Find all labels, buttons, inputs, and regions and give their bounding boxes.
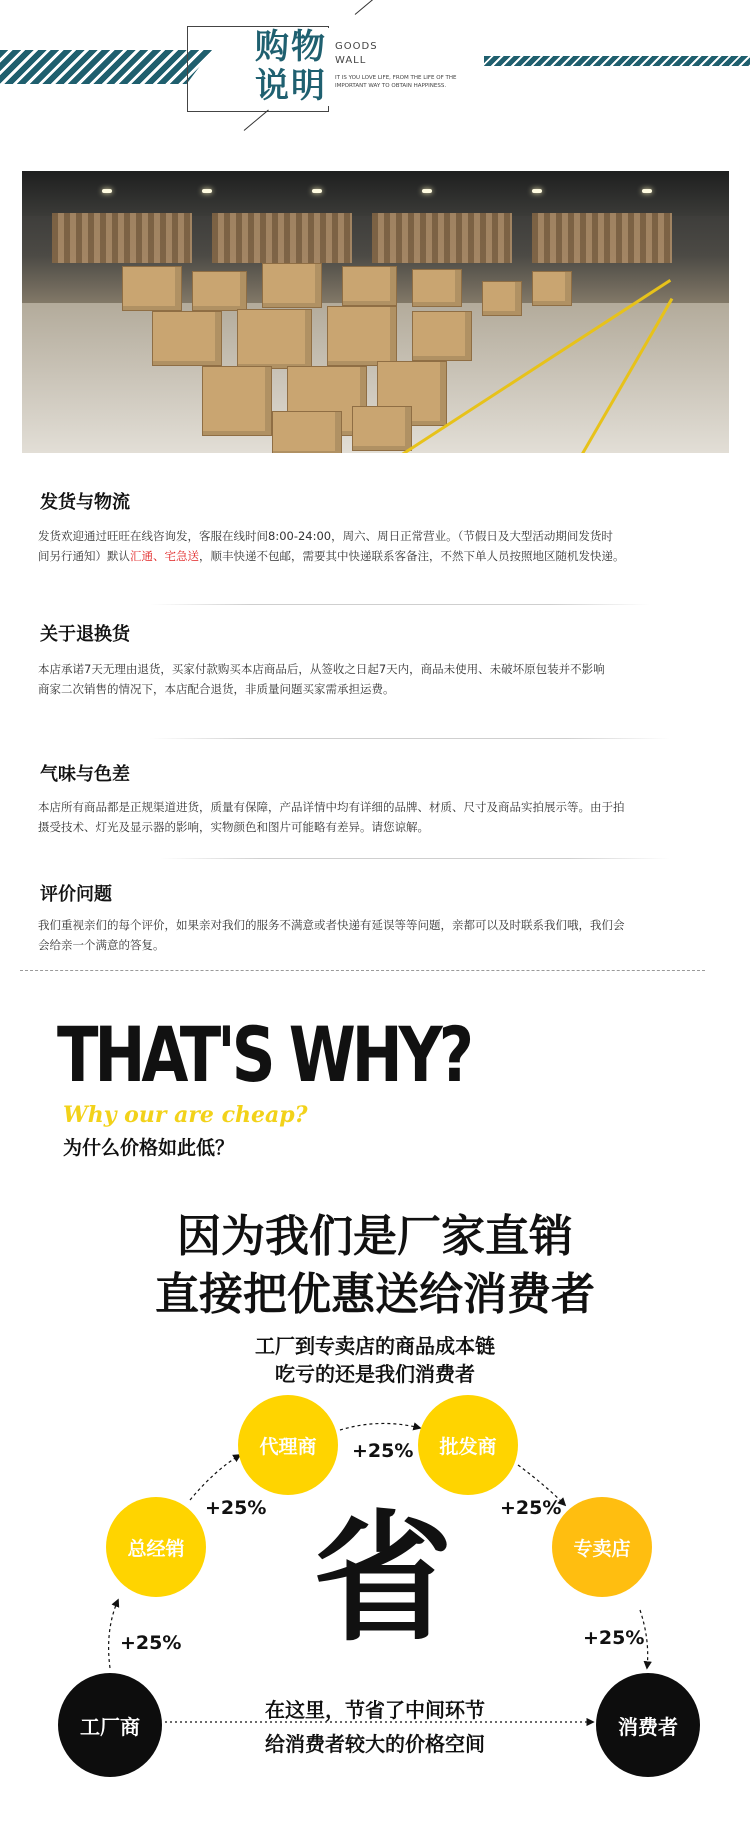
- arrow-agent-to-wholesaler: [340, 1423, 420, 1430]
- node-consumer: 消费者: [596, 1673, 700, 1777]
- title-subtitle-line2: IMPORTANT WAY TO OBTAIN HAPPINESS.: [335, 83, 447, 89]
- reason-sub-1: 工厂到专卖店的商品成本链: [255, 1334, 495, 1358]
- section-title-returns: 关于退换货: [40, 624, 130, 645]
- section-body-color-line2: 摄受技术、灯光及显示器的影响，实物颜色和图片可能略有差异。请您谅解。: [38, 820, 429, 834]
- title-english-line1: GOODS: [335, 41, 378, 52]
- section-title-color: 气味与色差: [40, 764, 130, 785]
- markup-label: +25%: [352, 1440, 414, 1462]
- dotted-divider: [20, 970, 705, 971]
- page-title-line1: 购物: [255, 27, 327, 67]
- section-body-reviews-line1: 我们重视亲们的每个评价，如果亲对我们的服务不满意或者快递有延误等等问题，亲都可以及时联系我们哦，我们会: [38, 918, 625, 932]
- section-body-returns-line1: 本店承诺7天无理由退货，买家付款购买本店商品后，从签收之日起7天内，商品未使用、未破坏原包装并不影响: [38, 662, 605, 676]
- reason-headline-2: 直接把优惠送给消费者: [155, 1269, 595, 1320]
- node-store: 专卖店: [552, 1497, 652, 1597]
- save-character: 省: [313, 1498, 454, 1661]
- node-factory: 工厂商: [58, 1673, 162, 1777]
- warehouse-photo: [22, 171, 729, 453]
- shipping-couriers-highlight: 汇通、宅急送: [130, 549, 199, 563]
- section-divider: [150, 738, 670, 739]
- reason-sub-2: 吃亏的还是我们消费者: [275, 1362, 475, 1386]
- decorative-stripe-left: [0, 50, 212, 84]
- section-body-shipping-line2: [38, 546, 710, 566]
- shipping-line2-suffix: ，顺丰快递不包邮，需要其中快递联系客备注，不然下单人员按照地区随机发快递。: [199, 549, 625, 563]
- section-body-color: [38, 797, 710, 837]
- title-slash-bottom: [244, 110, 269, 131]
- section-body-returns: [38, 659, 710, 699]
- thats-why-headline: THAT'S WHY?: [57, 1010, 470, 1099]
- page-title-line2: 说明: [255, 66, 327, 106]
- section-title-shipping: 发货与物流: [40, 492, 130, 513]
- arrow-factory-to-distributor: [109, 1600, 118, 1668]
- reason-headline-1: 因为我们是厂家直销: [177, 1211, 573, 1262]
- title-english-line2: WALL: [335, 55, 367, 66]
- markup-label: +25%: [205, 1497, 267, 1519]
- decorative-stripe-right: [484, 56, 750, 66]
- title-subtitle: [335, 74, 475, 90]
- title-slash-top: [355, 0, 380, 15]
- node-wholesaler: 批发商: [418, 1395, 518, 1495]
- title-subtitle-line1: IT IS YOU LOVE LIFE, FROM THE LIFE OF THE: [335, 75, 457, 81]
- page-title: [253, 28, 333, 106]
- section-title-reviews: 评价问题: [40, 884, 112, 905]
- markup-label: +25%: [500, 1497, 562, 1519]
- page-header: [0, 0, 750, 140]
- section-body-shipping: [38, 526, 710, 566]
- shipping-line2-prefix: 间另行通知）默认: [38, 549, 130, 563]
- section-body-shipping-line1: 发货欢迎通过旺旺在线咨询发，客服在线时间8:00-24:00，周六、周日正常营业。（节假日及大型活动期间发货时: [38, 529, 613, 543]
- node-agent: 代理商: [238, 1395, 338, 1495]
- section-divider: [150, 604, 650, 605]
- title-english: [335, 40, 378, 68]
- section-body-color-line1: 本店所有商品都是正规渠道进货，质量有保障，产品详情中均有详细的品牌、材质、尺寸及商品实拍展示等。由于拍: [38, 800, 625, 814]
- arrow-distributor-to-agent: [190, 1455, 240, 1500]
- why-cheap-tagline: Why our are cheap?: [63, 1102, 308, 1128]
- section-body-reviews: [38, 915, 698, 955]
- saving-text-line1: 在这里，节省了中间环节: [265, 1698, 485, 1722]
- markup-label: +25%: [120, 1632, 182, 1654]
- saving-text-line2: 给消费者较大的价格空间: [265, 1732, 485, 1756]
- node-general-distributor: 总经销: [106, 1497, 206, 1597]
- why-cheap-question: 为什么价格如此低？: [63, 1137, 235, 1159]
- section-divider: [160, 858, 670, 859]
- markup-label: +25%: [583, 1627, 645, 1649]
- section-body-reviews-line2: 会给亲一个满意的答复。: [38, 938, 165, 952]
- section-body-returns-line2: 商家二次销售的情况下，本店配合退货，非质量问题买家需承担运费。: [38, 682, 395, 696]
